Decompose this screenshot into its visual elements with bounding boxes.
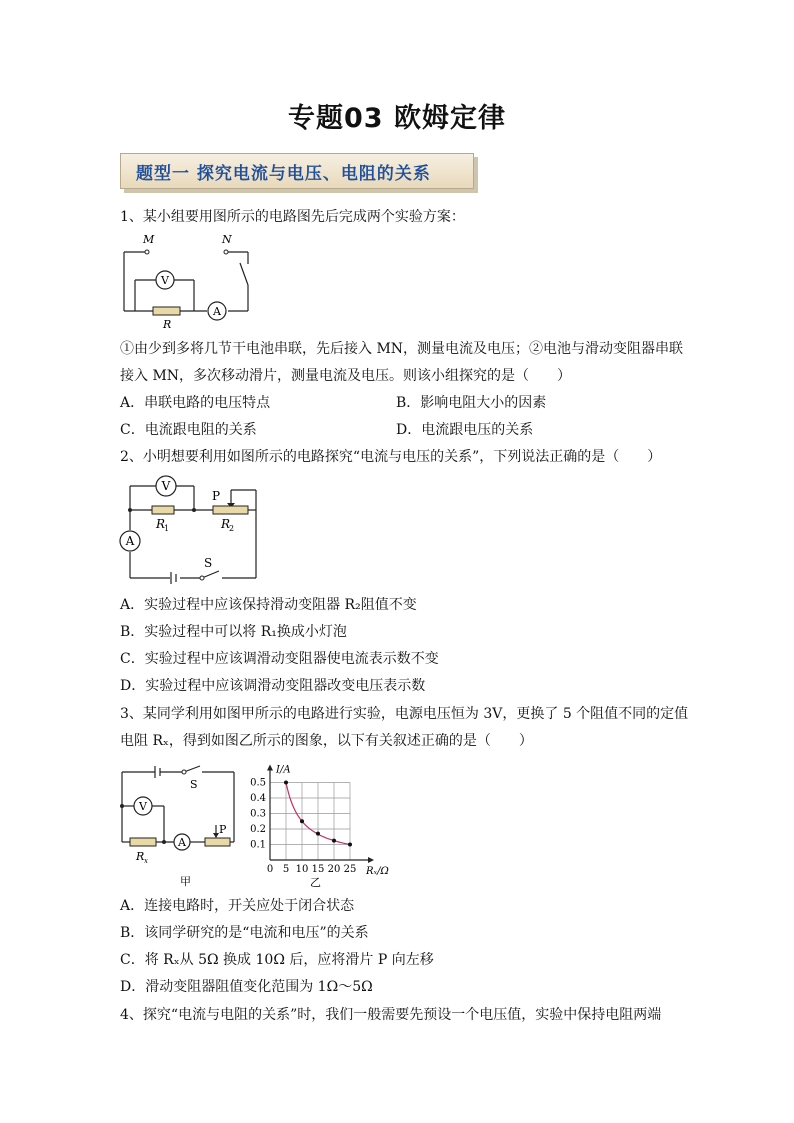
chart-x-tick-label: 25 <box>343 864 357 875</box>
q1-circuit-diagram <box>118 230 268 330</box>
chart-x-tick-label: 0 <box>266 864 274 875</box>
q3-label-P: P <box>219 823 227 836</box>
q3-label-jia: 甲 <box>180 875 191 888</box>
chart-data-point <box>332 839 336 843</box>
q2-label-R1-sub: 1 <box>164 524 170 533</box>
q3-label-Rx-sub: x <box>144 857 148 865</box>
q2-circuit-diagram <box>118 472 268 584</box>
q2-label-R2-sub: 2 <box>229 524 235 533</box>
q1-option-c: C．电流跟电阻的关系 <box>120 422 257 438</box>
q3-rheostat <box>205 838 230 846</box>
q1-stem: 1、某小组要用图所示的电路图先后完成两个实验方案： <box>120 209 465 225</box>
chart-data-point <box>300 819 304 823</box>
q1-option-b: B．影响电阻大小的因素 <box>396 395 547 411</box>
q1-label-N: N <box>222 233 232 246</box>
q1-ammeter-label: A <box>213 305 221 318</box>
chart-y-tick-label: 0.5 <box>250 777 266 789</box>
chart-y-tick-label: 0.4 <box>250 793 266 804</box>
q2-option-a: A．实验过程中应该保持滑动变阻器 R₂阻值不变 <box>120 597 417 613</box>
chart-x-label: Rₓ/Ω <box>366 866 389 877</box>
chart-grid <box>270 783 350 861</box>
q3-label-Rx: R <box>136 850 145 863</box>
page-title: 专题03 欧姆定律 <box>288 103 506 134</box>
q2-voltmeter-label: V <box>161 479 171 493</box>
q1-option-d: D．电流跟电压的关系 <box>396 422 534 438</box>
q1-body-line2: 接入 MN，多次移动滑片，测量电流及电压。则该小组探究的是（ ） <box>120 368 572 384</box>
q3-resistor-rx <box>130 838 156 846</box>
chart-data-point <box>284 781 288 785</box>
q2-label-R1: R <box>156 517 166 531</box>
q2-resistor-r1 <box>152 506 174 514</box>
chart-y-tick-label: 0.2 <box>250 824 266 835</box>
chart-y-tick-label: 0.1 <box>250 839 266 851</box>
q2-label-S: S <box>204 556 213 570</box>
chart-x-axis-arrow <box>368 857 374 863</box>
q4-stem: 4、探究“电流与电阻的关系”时，我们一般需要先预设一个电压值，实验中保持电阻两端 <box>120 1007 662 1023</box>
chart-y-tick-label: 0.3 <box>250 808 266 820</box>
chart-y-label: I/A <box>276 764 291 776</box>
chart-x-tick-label: 5 <box>282 864 290 875</box>
section-title: 题型一 探究电流与电压、电阻的关系 <box>136 164 431 184</box>
q2-rheostat-r2 <box>213 506 248 514</box>
q1-voltmeter-label: V <box>161 274 169 287</box>
q1-option-a: A．串联电路的电压特点 <box>120 395 271 411</box>
q3-option-b: B．该同学研究的是“电流和电压”的关系 <box>120 925 369 941</box>
q1-label-M: M <box>143 233 155 246</box>
q3-stem-line2: 电阻 Rₓ，得到如图乙所示的图象，以下有关叙述正确的是（ ） <box>120 733 533 749</box>
q2-ammeter-label: A <box>125 534 135 548</box>
chart-data-point <box>316 832 320 836</box>
q1-resistor <box>153 307 180 315</box>
q1-label-R: R <box>163 318 172 330</box>
chart-y-axis-arrow <box>267 765 273 771</box>
q3-stem-line1: 3、某同学利用如图甲所示的电路进行实验，电源电压恒为 3V，更换了 5 个阻值不同的定值 <box>120 706 689 722</box>
q3-voltmeter-label: V <box>139 800 147 813</box>
q2-option-c: C．实验过程中应该调滑动变阻器使电流表示数不变 <box>120 651 439 667</box>
q3-circuit-diagram-jia <box>118 762 238 892</box>
q2-option-b: B．实验过程中可以将 R₁换成小灯泡 <box>120 624 347 640</box>
q3-option-c: C．将 Rₓ从 5Ω 换成 10Ω 后，应将滑片 P 向左移 <box>120 952 434 968</box>
q2-label-P: P <box>212 489 221 503</box>
q2-option-d: D．实验过程中应该调滑动变阻器改变电压表示数 <box>120 678 426 694</box>
q1-body-line1: ①由少到多将几节干电池串联，先后接入 MN，测量电流及电压；②电池与滑动变阻器串联 <box>120 341 684 357</box>
q2-stem: 2、小明想要利用如图所示的电路探究“电流与电压的关系”，下列说法正确的是（ ） <box>120 449 662 465</box>
chart-x-tick-label: 15 <box>311 864 325 875</box>
q3-label-yi: 乙 <box>310 876 321 889</box>
chart-data-point <box>348 843 352 847</box>
q3-label-S: S <box>190 778 198 791</box>
q3-ammeter-label: A <box>178 836 186 849</box>
section-banner <box>120 153 480 193</box>
chart-x-tick-label: 10 <box>295 864 309 875</box>
q2-label-R2: R <box>221 517 231 531</box>
q3-graph-yi <box>248 758 396 892</box>
chart-x-tick-label: 20 <box>327 864 341 875</box>
q3-option-d: D．滑动变阻器阻值变化范围为 1Ω～5Ω <box>120 979 373 995</box>
q3-option-a: A．连接电路时，开关应处于闭合状态 <box>120 898 355 914</box>
